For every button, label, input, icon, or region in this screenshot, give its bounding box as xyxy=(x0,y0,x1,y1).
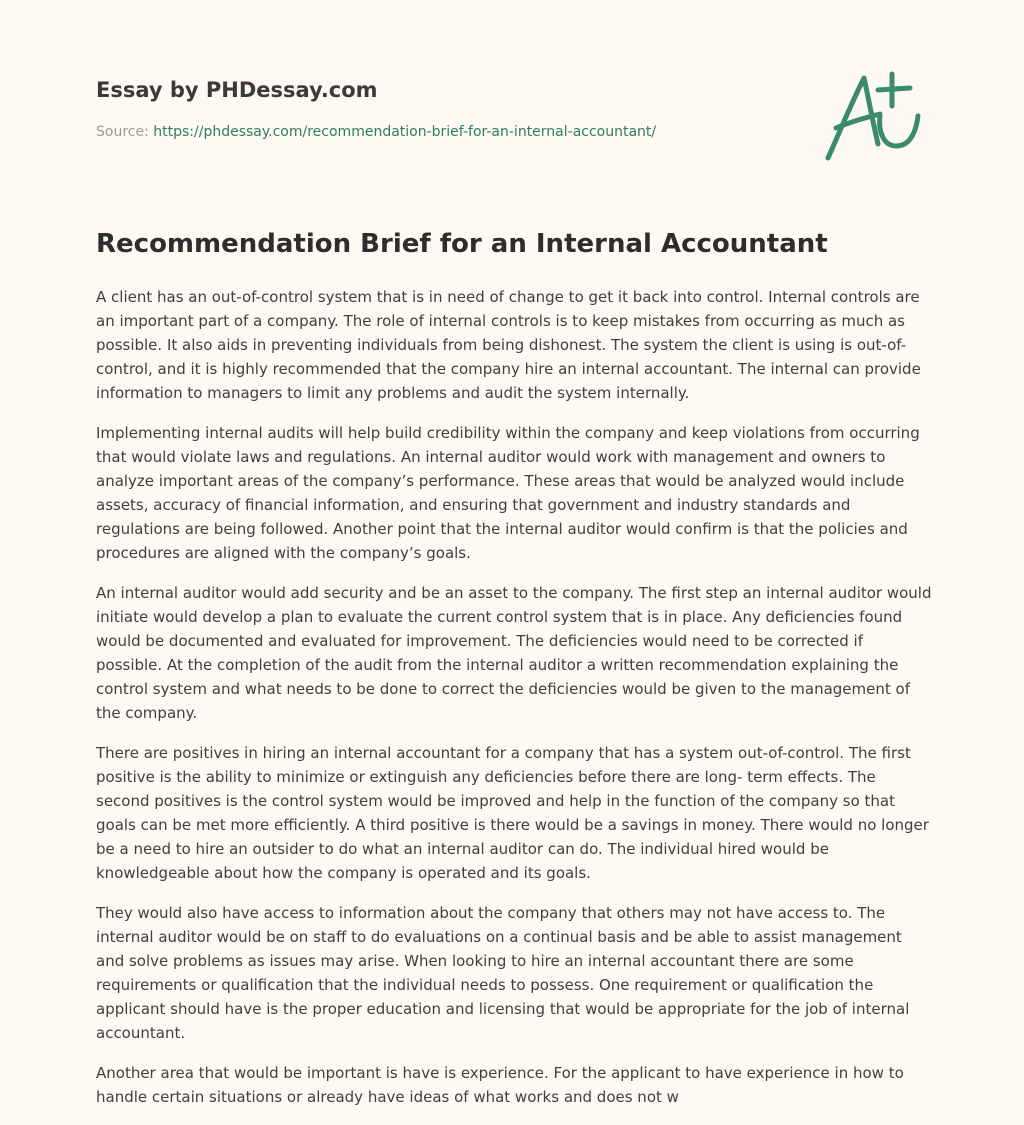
essay-paragraph: Implementing internal audits will help build credibility within the company and keep violations from occurring that would violate laws and regulations. An internal auditor would work with management and owners to analyze important areas of the company’s performance. These areas that would be analyzed would include assets, accuracy of financial information, and ensuring that government and industry standards and regulations are being followed. Another point that the internal auditor would confirm is that the policies and procedures are aligned with the company’s goals. xyxy=(96,424,920,562)
page-header xyxy=(96,76,796,142)
essay-body xyxy=(96,285,932,1125)
essay-paragraph: A client has an out-of-control system that is in need of change to get it back into control. Internal controls are an important part of a company. The role of internal controls is to keep mistakes from occurring as much as possible. It also aids in preventing individuals from being dishonest. The system the client is using is out-of-control, and it is highly recommended that the company hire an internal accountant. The internal can provide information to managers to limit any problems and audit the system internally. xyxy=(96,288,921,402)
site-title: Essay by PHDessay.com xyxy=(96,78,378,102)
essay-paragraph: There are positives in hiring an internal accountant for a company that has a system out-of-control. The first positive is the ability to minimize or extinguish any deficiencies before there are long- term effects. The second positives is the control system would be improved and help in the function of the company so that goals can be met more efficiently. A third positive is there would be a savings in money. There would no longer be a need to hire an outsider to do what an internal auditor can do. The individual hired would be knowledgeable about how the company is operated and its goals. xyxy=(96,744,929,882)
a-plus-grade-icon xyxy=(820,66,930,166)
essay-paragraph: Another area that would be important is have is experience. For the applicant to have experience in how to handle certain situations or already have ideas of what works and does not w xyxy=(96,1064,904,1106)
essay-paragraph: They would also have access to information about the company that others may not have access to. The internal auditor would be on staff to do evaluations on a continual basis and be able to assist management and solve problems as issues may arise. When looking to hire an internal accountant there are some requirements or qualification that the individual needs to possess. One requirement or qualification the applicant should have is the proper education and licensing that would be appropriate for the job of internal accountant. xyxy=(96,904,910,1042)
essay-title: Recommendation Brief for an Internal Accountant xyxy=(96,229,828,259)
source-label: Source: xyxy=(96,124,149,140)
essay-paragraph: An internal auditor would add security and be an asset to the company. The first step an internal auditor would initiate would develop a plan to evaluate the current control system that is in place. Any deficiencies found would be documented and evaluated for improvement. The deficiencies would need to be corrected if possible. At the completion of the audit from the internal auditor a written recommendation explaining the control system and what needs to be done to correct the deficiencies would be given to the management of the company. xyxy=(96,584,932,722)
source-line xyxy=(96,122,796,142)
source-link[interactable]: https://phdessay.com/recommendation-brief-for-an-internal-accountant/ xyxy=(153,124,657,140)
